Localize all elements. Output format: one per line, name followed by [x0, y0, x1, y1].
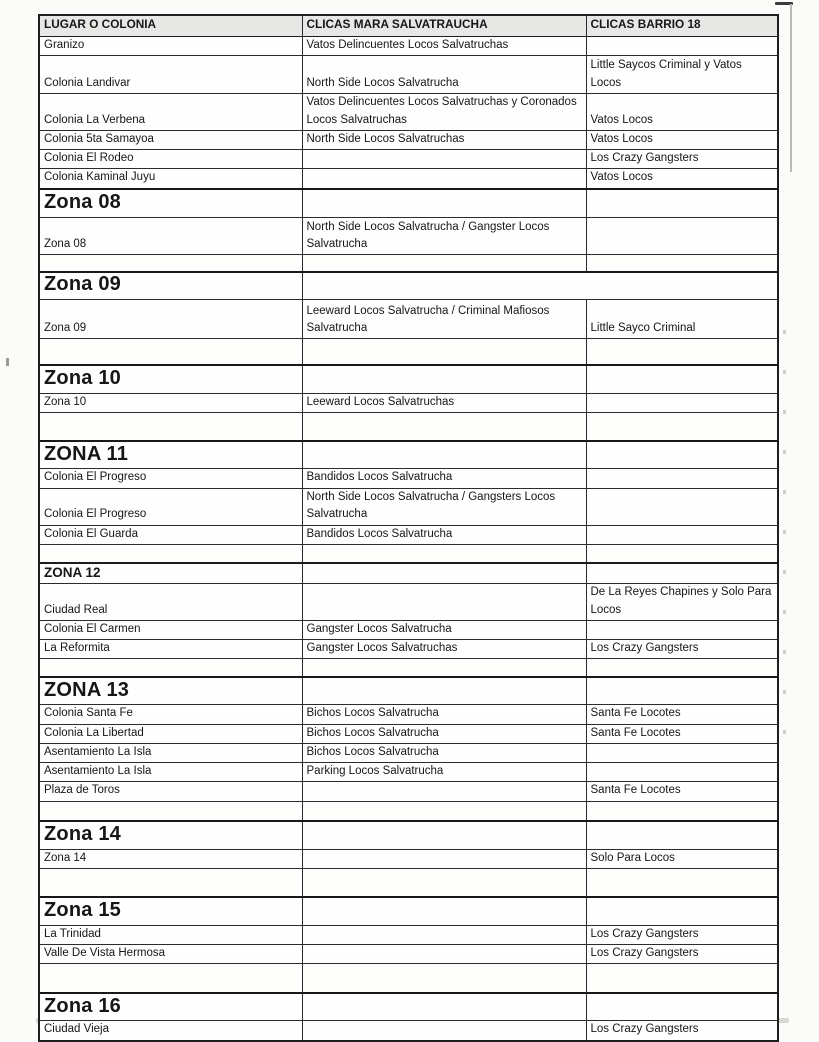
cell-lugar-o-colonia: Zona 08: [39, 189, 302, 218]
cell-lugar-o-colonia: [39, 339, 302, 365]
cell-clicas-mara-salvatraucha: Leeward Locos Salvatruchas: [302, 394, 586, 413]
cell-lugar-o-colonia: [39, 801, 302, 821]
table-row: [39, 218, 778, 255]
cell-lugar-o-colonia: Colonia Landivar: [39, 55, 302, 93]
cell-lugar-o-colonia: Ciudad Vieja: [39, 1021, 302, 1041]
cell-clicas-barrio-18: [586, 743, 778, 762]
cell-lugar-o-colonia: Colonia El Guarda: [39, 525, 302, 544]
cell-clicas-mara-salvatraucha: Gangster Locos Salvatruchas: [302, 640, 586, 659]
cell-clicas-mara-salvatraucha: [302, 272, 778, 300]
table-row: [39, 782, 778, 801]
scan-artifact-right-edge-line: [790, 4, 792, 172]
cell-lugar-o-colonia: [39, 413, 302, 441]
zone-header-row: [39, 897, 778, 925]
cell-clicas-mara-salvatraucha: Vatos Delincuentes Locos Salvatruchas: [302, 36, 586, 55]
cell-clicas-mara-salvatraucha: [302, 339, 586, 365]
cell-clicas-barrio-18: [586, 394, 778, 413]
table-row: [39, 394, 778, 413]
table-row: [39, 763, 778, 782]
table-row: [39, 525, 778, 544]
cell-lugar-o-colonia: [39, 544, 302, 563]
cell-lugar-o-colonia: Valle De Vista Hermosa: [39, 945, 302, 964]
cell-clicas-mara-salvatraucha: [302, 169, 586, 189]
empty-row: [39, 413, 778, 441]
zone-header-row: [39, 272, 778, 300]
cell-lugar-o-colonia: Plaza de Toros: [39, 782, 302, 801]
cell-clicas-mara-salvatraucha: North Side Locos Salvatruchas: [302, 130, 586, 149]
cell-clicas-barrio-18: [586, 563, 778, 583]
cell-clicas-barrio-18: Los Crazy Gangsters: [586, 150, 778, 169]
cell-clicas-barrio-18: Vatos Locos: [586, 169, 778, 189]
cell-lugar-o-colonia: Zona 08: [39, 218, 302, 255]
table-body: [39, 36, 778, 1041]
cell-lugar-o-colonia: Zona 14: [39, 849, 302, 868]
cell-lugar-o-colonia: Zona 10: [39, 365, 302, 394]
zone-header-row: [39, 821, 778, 849]
cell-clicas-barrio-18: [586, 525, 778, 544]
cell-clicas-mara-salvatraucha: Bichos Locos Salvatrucha: [302, 705, 586, 724]
scan-artifact-left-tick: [6, 358, 9, 366]
table-row: [39, 150, 778, 169]
cell-clicas-barrio-18: [586, 801, 778, 821]
cell-clicas-mara-salvatraucha: [302, 365, 586, 394]
zone-header-row: [39, 441, 778, 469]
cell-clicas-mara-salvatraucha: [302, 677, 586, 705]
cell-clicas-mara-salvatraucha: [302, 659, 586, 677]
table-row: [39, 945, 778, 964]
empty-row: [39, 964, 778, 993]
cell-clicas-barrio-18: [586, 659, 778, 677]
cell-clicas-barrio-18: [586, 488, 778, 525]
cell-lugar-o-colonia: ZONA 13: [39, 677, 302, 705]
cell-clicas-mara-salvatraucha: North Side Locos Salvatrucha / Gangster Locos Salvatrucha: [302, 218, 586, 255]
zone-header-row: [39, 365, 778, 394]
empty-row: [39, 339, 778, 365]
cell-clicas-mara-salvatraucha: Leeward Locos Salvatrucha / Criminal Mafiosos Salvatrucha: [302, 300, 586, 339]
table-row: [39, 130, 778, 149]
cell-clicas-mara-salvatraucha: Parking Locos Salvatrucha: [302, 763, 586, 782]
cell-clicas-mara-salvatraucha: [302, 150, 586, 169]
cell-clicas-barrio-18: [586, 189, 778, 218]
cell-clicas-mara-salvatraucha: [302, 849, 586, 868]
cell-clicas-barrio-18: Little Sayco Criminal: [586, 300, 778, 339]
cell-clicas-mara-salvatraucha: [302, 925, 586, 944]
cell-clicas-mara-salvatraucha: Bichos Locos Salvatrucha: [302, 724, 586, 743]
cell-clicas-mara-salvatraucha: Gangster Locos Salvatrucha: [302, 620, 586, 639]
cell-clicas-mara-salvatraucha: [302, 255, 586, 272]
cell-clicas-mara-salvatraucha: [302, 441, 586, 469]
cell-lugar-o-colonia: Zona 16: [39, 993, 302, 1021]
cell-clicas-barrio-18: Los Crazy Gangsters: [586, 640, 778, 659]
cell-clicas-mara-salvatraucha: [302, 897, 586, 925]
empty-row: [39, 659, 778, 677]
cell-lugar-o-colonia: Granizo: [39, 36, 302, 55]
table-row: [39, 488, 778, 525]
table-row: [39, 620, 778, 639]
column-header-clicas-barrio-18: CLICAS BARRIO 18: [586, 15, 778, 36]
cell-clicas-mara-salvatraucha: [302, 583, 586, 620]
cell-clicas-barrio-18: [586, 218, 778, 255]
cell-clicas-barrio-18: Little Saycos Criminal y Vatos Locos: [586, 55, 778, 93]
cell-lugar-o-colonia: Zona 10: [39, 394, 302, 413]
column-header-lugar-o-colonia: LUGAR O COLONIA: [39, 15, 302, 36]
cell-clicas-mara-salvatraucha: Bandidos Locos Salvatrucha: [302, 525, 586, 544]
empty-row: [39, 801, 778, 821]
cell-clicas-barrio-18: [586, 821, 778, 849]
cell-lugar-o-colonia: Asentamiento La Isla: [39, 763, 302, 782]
cell-clicas-barrio-18: [586, 469, 778, 488]
cell-clicas-barrio-18: [586, 868, 778, 897]
cell-lugar-o-colonia: ZONA 12: [39, 563, 302, 583]
cell-clicas-barrio-18: [586, 620, 778, 639]
cell-clicas-barrio-18: [586, 964, 778, 993]
cell-lugar-o-colonia: [39, 255, 302, 272]
table-row: [39, 724, 778, 743]
table-row: [39, 743, 778, 762]
cell-lugar-o-colonia: Ciudad Real: [39, 583, 302, 620]
cell-clicas-barrio-18: [586, 339, 778, 365]
cell-clicas-mara-salvatraucha: [302, 821, 586, 849]
cell-clicas-mara-salvatraucha: [302, 964, 586, 993]
cell-clicas-mara-salvatraucha: Vatos Delincuentes Locos Salvatruchas y Coronados Locos Salvatruchas: [302, 93, 586, 130]
cell-clicas-barrio-18: [586, 544, 778, 563]
cell-clicas-barrio-18: Los Crazy Gangsters: [586, 945, 778, 964]
cell-clicas-mara-salvatraucha: [302, 782, 586, 801]
cell-clicas-barrio-18: Vatos Locos: [586, 130, 778, 149]
cell-clicas-mara-salvatraucha: North Side Locos Salvatrucha: [302, 55, 586, 93]
table-row: [39, 583, 778, 620]
cell-lugar-o-colonia: La Trinidad: [39, 925, 302, 944]
table-row: [39, 36, 778, 55]
cell-clicas-barrio-18: [586, 441, 778, 469]
cell-lugar-o-colonia: [39, 964, 302, 993]
cell-lugar-o-colonia: Colonia El Progreso: [39, 488, 302, 525]
cell-lugar-o-colonia: [39, 868, 302, 897]
zone-header-row: [39, 189, 778, 218]
table-row: [39, 169, 778, 189]
cell-lugar-o-colonia: Zona 09: [39, 300, 302, 339]
cell-clicas-barrio-18: [586, 993, 778, 1021]
cell-lugar-o-colonia: Zona 15: [39, 897, 302, 925]
cell-clicas-mara-salvatraucha: [302, 413, 586, 441]
zone-header-row: [39, 563, 778, 583]
cell-clicas-mara-salvatraucha: [302, 189, 586, 218]
cell-lugar-o-colonia: Zona 14: [39, 821, 302, 849]
cell-lugar-o-colonia: [39, 659, 302, 677]
table-row: [39, 469, 778, 488]
scan-artifact-right-edge-dashes: [783, 330, 786, 750]
cell-clicas-mara-salvatraucha: North Side Locos Salvatrucha / Gangsters Locos Salvatrucha: [302, 488, 586, 525]
gang-cliques-table: [38, 14, 779, 1042]
empty-row: [39, 868, 778, 897]
cell-clicas-mara-salvatraucha: Bichos Locos Salvatrucha: [302, 743, 586, 762]
table-row: [39, 55, 778, 93]
cell-clicas-barrio-18: Santa Fe Locotes: [586, 705, 778, 724]
table-header-row: [39, 15, 778, 36]
cell-clicas-mara-salvatraucha: [302, 868, 586, 897]
cell-lugar-o-colonia: Colonia El Carmen: [39, 620, 302, 639]
cell-clicas-mara-salvatraucha: [302, 945, 586, 964]
cell-clicas-barrio-18: Solo Para Locos: [586, 849, 778, 868]
cell-clicas-barrio-18: [586, 677, 778, 705]
zone-header-row: [39, 993, 778, 1021]
cell-clicas-barrio-18: [586, 255, 778, 272]
table-row: [39, 640, 778, 659]
cell-clicas-mara-salvatraucha: [302, 993, 586, 1021]
cell-lugar-o-colonia: ZONA 11: [39, 441, 302, 469]
cell-clicas-barrio-18: [586, 365, 778, 394]
column-header-clicas-mara-salvatraucha: CLICAS MARA SALVATRAUCHA: [302, 15, 586, 36]
cell-clicas-barrio-18: Santa Fe Locotes: [586, 724, 778, 743]
cell-clicas-barrio-18: Santa Fe Locotes: [586, 782, 778, 801]
cell-clicas-mara-salvatraucha: [302, 544, 586, 563]
cell-clicas-barrio-18: [586, 897, 778, 925]
table-row: [39, 93, 778, 130]
cell-clicas-barrio-18: Los Crazy Gangsters: [586, 925, 778, 944]
cell-lugar-o-colonia: Asentamiento La Isla: [39, 743, 302, 762]
empty-row: [39, 544, 778, 563]
cell-lugar-o-colonia: Colonia El Rodeo: [39, 150, 302, 169]
cell-clicas-mara-salvatraucha: Bandidos Locos Salvatrucha: [302, 469, 586, 488]
table-row: [39, 705, 778, 724]
cell-lugar-o-colonia: Colonia Kaminal Juyu: [39, 169, 302, 189]
cell-lugar-o-colonia: Colonia La Libertad: [39, 724, 302, 743]
cell-lugar-o-colonia: Colonia La Verbena: [39, 93, 302, 130]
zone-header-row: [39, 677, 778, 705]
table-row: [39, 300, 778, 339]
cell-lugar-o-colonia: Colonia El Progreso: [39, 469, 302, 488]
cell-clicas-barrio-18: [586, 763, 778, 782]
cell-lugar-o-colonia: Colonia Santa Fe: [39, 705, 302, 724]
cell-lugar-o-colonia: La Reformita: [39, 640, 302, 659]
cell-clicas-barrio-18: [586, 413, 778, 441]
cell-clicas-mara-salvatraucha: [302, 563, 586, 583]
cell-clicas-mara-salvatraucha: [302, 801, 586, 821]
cell-clicas-barrio-18: [586, 36, 778, 55]
cell-clicas-barrio-18: Los Crazy Gangsters: [586, 1021, 778, 1041]
table-row: [39, 925, 778, 944]
empty-row: [39, 255, 778, 272]
table-row: [39, 849, 778, 868]
cell-clicas-barrio-18: De La Reyes Chapines y Solo Para Locos: [586, 583, 778, 620]
cell-clicas-barrio-18: Vatos Locos: [586, 93, 778, 130]
cell-lugar-o-colonia: Zona 09: [39, 272, 302, 300]
cell-lugar-o-colonia: Colonia 5ta Samayoa: [39, 130, 302, 149]
